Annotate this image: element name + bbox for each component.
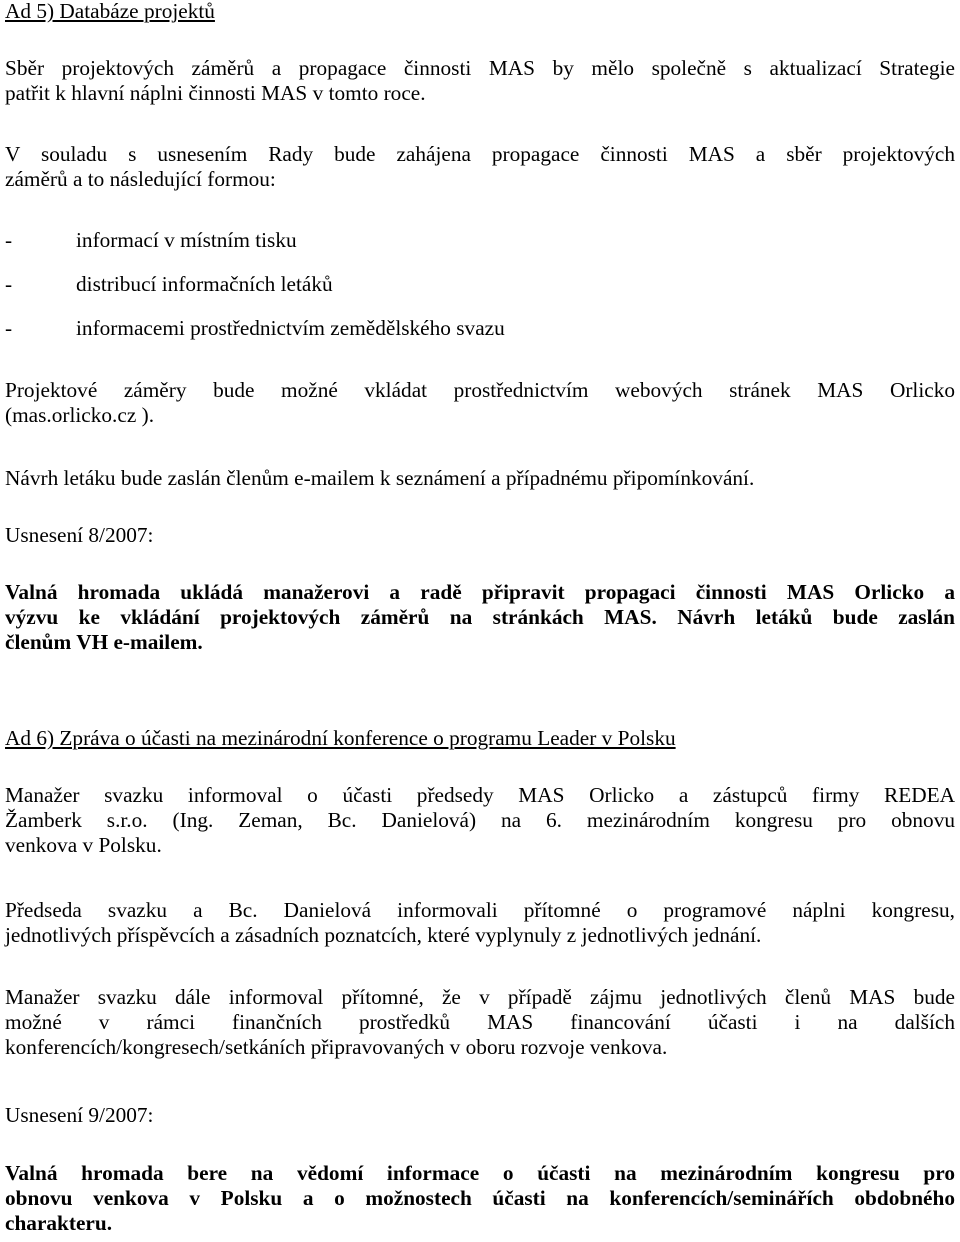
paragraph-line: jednotlivých příspěvcích a zásadních poznatcích, které vyplynuly z jednotlivých jednání. (5, 923, 762, 947)
section-5-paragraph-4: Návrh letáku bude zaslán členům e-mailem k seznámení a případnému připomínkování. (5, 466, 755, 490)
section-6-paragraph-1 (5, 783, 955, 858)
list-item (5, 228, 297, 253)
section-5-paragraph-3 (5, 378, 955, 428)
list-item (5, 272, 333, 297)
list-dash: - (5, 228, 13, 252)
list-dash: - (5, 316, 13, 340)
list-dash: - (5, 272, 13, 296)
section-5-paragraph-2 (5, 142, 955, 192)
paragraph-line: Valná hromada ukládá manažerovi a radě připravit propagaci činnosti MAS Orlicko a (5, 580, 955, 604)
resolution-9-label: Usnesení 9/2007: (5, 1103, 154, 1127)
paragraph-line: venkova v Polsku. (5, 833, 162, 857)
paragraph-line: Manažer svazku dále informoval přítomné, že v případě zájmu jednotlivých členů MAS bude (5, 985, 955, 1009)
paragraph-line: Předseda svazku a Bc. Danielová informovali přítomné o programové náplni kongresu, (5, 898, 955, 922)
paragraph-line: Sběr projektových záměrů a propagace činnosti MAS by mělo společně s aktualizací Strategie (5, 56, 955, 80)
paragraph-line: (mas.orlicko.cz ). (5, 403, 155, 427)
paragraph-line: Projektové záměry bude možné vkládat prostřednictvím webových stránek MAS Orlicko (5, 378, 955, 402)
paragraph-line: Žamberk s.r.o. (Ing. Zeman, Bc. Danielová) na 6. mezinárodním kongresu pro obnovu (5, 808, 955, 832)
section-5-heading: Ad 5) Databáze projektů (5, 0, 215, 23)
paragraph-line: obnovu venkova v Polsku a o možnostech účasti na konferencích/seminářích obdobného (5, 1186, 955, 1210)
paragraph-line: výzvu ke vkládání projektových záměrů na stránkách MAS. Návrh letáků bude zaslán (5, 605, 955, 629)
paragraph-line: členům VH e-mailem. (5, 630, 203, 654)
paragraph-line: Manažer svazku informoval o účasti předsedy MAS Orlicko a zástupců firmy REDEA (5, 783, 955, 807)
section-6-heading: Ad 6) Zpráva o účasti na mezinárodní konference o programu Leader v Polsku (5, 726, 676, 750)
section-6-paragraph-2 (5, 898, 955, 948)
list-item-text: informacemi prostřednictvím zemědělského svazu (76, 316, 505, 340)
paragraph-line: charakteru. (5, 1211, 113, 1235)
paragraph-line: patřit k hlavní náplni činnosti MAS v tomto roce. (5, 81, 426, 105)
paragraph-line: možné v rámci finančních prostředků MAS financování účasti i na dalších (5, 1010, 955, 1034)
resolution-8-text (5, 580, 955, 655)
paragraph-line: záměrů a to následující formou: (5, 167, 276, 191)
resolution-9-text (5, 1161, 955, 1236)
section-5-paragraph-1 (5, 56, 955, 106)
paragraph-line: V souladu s usnesením Rady bude zahájena propagace činnosti MAS a sběr projektových (5, 142, 955, 166)
section-6-paragraph-3 (5, 985, 955, 1060)
distribution-list (5, 228, 955, 348)
list-item-text: distribucí informačních letáků (76, 272, 333, 296)
paragraph-line: konferencích/kongresech/setkáních připravovaných v oboru rozvoje venkova. (5, 1035, 668, 1059)
list-item-text: informací v místním tisku (76, 228, 297, 252)
paragraph-line: Valná hromada bere na vědomí informace o účasti na mezinárodním kongresu pro (5, 1161, 955, 1185)
resolution-8-label: Usnesení 8/2007: (5, 523, 154, 547)
list-item (5, 316, 505, 341)
